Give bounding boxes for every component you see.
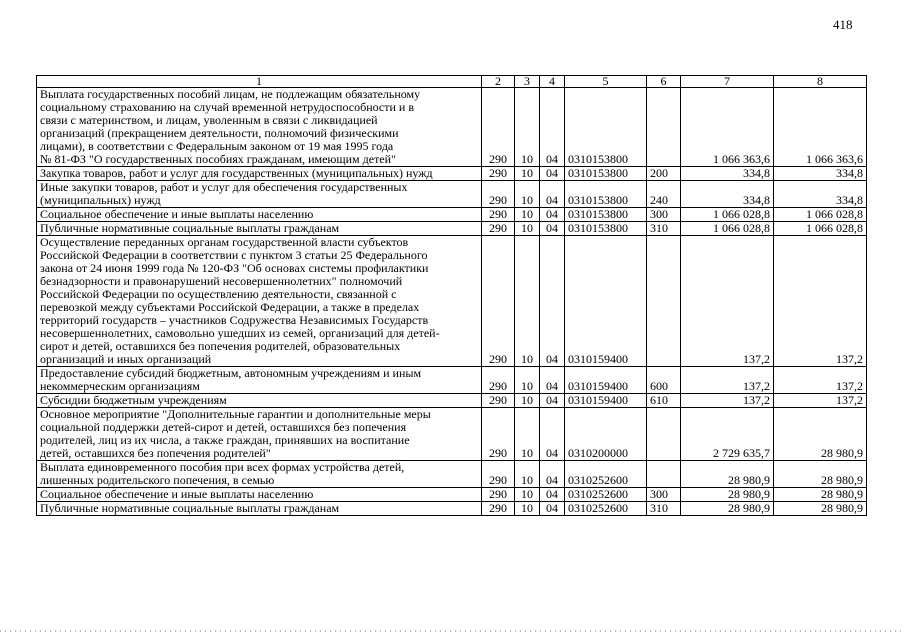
row-name-cell	[37, 236, 482, 367]
row-name-line: Предоставление субсидий бюджетным, автономным учреждениям и иным	[40, 366, 422, 380]
cell-c4: 04	[540, 181, 565, 208]
cell-c3: 10	[515, 367, 540, 394]
row-name-cell	[37, 167, 482, 181]
cell-c2: 290	[482, 461, 515, 488]
cell-c4: 04	[540, 208, 565, 222]
row-name-line: несовершеннолетних, самовольно ушедших из семей, организаций для детей-	[40, 326, 440, 340]
table-row	[37, 208, 867, 222]
cell-c2: 290	[482, 236, 515, 367]
cell-c7: 1 066 028,8	[681, 208, 774, 222]
cell-c8: 137,2	[774, 394, 867, 408]
cell-c4: 04	[540, 167, 565, 181]
cell-c5: 0310200000	[565, 408, 647, 461]
row-name-line: Осуществление переданных органам государственной власти субъектов	[40, 235, 409, 249]
cell-c4: 04	[540, 367, 565, 394]
cell-c8: 28 980,9	[774, 488, 867, 502]
cell-c2: 290	[482, 208, 515, 222]
table-row	[37, 488, 867, 502]
cell-c3: 10	[515, 236, 540, 367]
cell-c6: 300	[647, 208, 681, 222]
header-cell: 1	[37, 76, 482, 88]
table-header-row	[37, 76, 867, 88]
row-name-line: Основное мероприятие "Дополнительные гарантии и дополнительные меры	[40, 407, 431, 421]
table-row	[37, 88, 867, 167]
row-name-line: Выплата единовременного пособия при всех формах устройства детей,	[40, 460, 405, 474]
cell-c5: 0310159400	[565, 394, 647, 408]
row-name-cell	[37, 222, 482, 236]
row-name-line: Выплата государственных пособий лицам, не подлежащим обязательному	[40, 87, 421, 101]
header-cell: 7	[681, 76, 774, 88]
row-name-line: Иные закупки товаров, работ и услуг для обеспечения государственных	[40, 180, 408, 194]
budget-table	[36, 75, 867, 516]
cell-c8: 137,2	[774, 236, 867, 367]
cell-c7: 28 980,9	[681, 488, 774, 502]
cell-c3: 10	[515, 208, 540, 222]
cell-c4: 04	[540, 488, 565, 502]
cell-c2: 290	[482, 167, 515, 181]
row-name-line: № 81-ФЗ "О государственных пособиях гражданам, имеющим детей"	[40, 152, 396, 166]
row-name-line: Российской Федерации по осуществлению деятельности, связанной с	[40, 287, 397, 301]
cell-c8: 28 980,9	[774, 461, 867, 488]
cell-c2: 290	[482, 88, 515, 167]
cell-c3: 10	[515, 502, 540, 516]
cell-c2: 290	[482, 394, 515, 408]
row-name-cell	[37, 461, 482, 488]
row-name-line: Российской Федерации в соответствии с пунктом 3 статьи 25 Федерального	[40, 248, 428, 262]
cell-c6: 610	[647, 394, 681, 408]
scan-edge-dots	[0, 630, 905, 632]
cell-c8: 334,8	[774, 181, 867, 208]
row-name-cell	[37, 502, 482, 516]
cell-c4: 04	[540, 236, 565, 367]
cell-c8: 28 980,9	[774, 502, 867, 516]
cell-c8: 1 066 028,8	[774, 208, 867, 222]
row-name-line: детей, оставшихся без попечения родителей"	[40, 446, 271, 460]
cell-c4: 04	[540, 408, 565, 461]
row-name-line: связи с материнством, и лицам, уволенным в связи с ликвидацией	[40, 113, 378, 127]
cell-c4: 04	[540, 502, 565, 516]
cell-c5: 0310153800	[565, 88, 647, 167]
header-cell: 3	[515, 76, 540, 88]
cell-c6: 300	[647, 488, 681, 502]
table-row	[37, 167, 867, 181]
row-name-line: перевозкой между субъектами Российской Федерации, а также в пределах	[40, 300, 420, 314]
table-row	[37, 394, 867, 408]
row-name-line: Закупка товаров, работ и услуг для государственных (муниципальных) нужд	[40, 166, 433, 180]
row-name-line: (муниципальных) нужд	[40, 193, 161, 207]
cell-c6: 240	[647, 181, 681, 208]
table-body	[37, 76, 867, 516]
row-name-cell	[37, 367, 482, 394]
row-name-cell	[37, 488, 482, 502]
cell-c3: 10	[515, 394, 540, 408]
cell-c5: 0310252600	[565, 461, 647, 488]
row-name-line: организаций и иных организаций	[40, 352, 212, 366]
cell-c7: 1 066 028,8	[681, 222, 774, 236]
table-row	[37, 367, 867, 394]
cell-c8: 334,8	[774, 167, 867, 181]
cell-c6	[647, 461, 681, 488]
cell-c8: 1 066 363,6	[774, 88, 867, 167]
cell-c4: 04	[540, 394, 565, 408]
header-cell: 6	[647, 76, 681, 88]
cell-c3: 10	[515, 167, 540, 181]
cell-c6	[647, 88, 681, 167]
header-cell: 8	[774, 76, 867, 88]
cell-c7: 2 729 635,7	[681, 408, 774, 461]
row-name-line: сирот и детей, оставшихся без попечения родителей, образовательных	[40, 339, 401, 353]
cell-c3: 10	[515, 88, 540, 167]
cell-c6: 200	[647, 167, 681, 181]
header-cell: 4	[540, 76, 565, 88]
table-row	[37, 408, 867, 461]
cell-c3: 10	[515, 488, 540, 502]
row-name-line: Социальное обеспечение и иные выплаты населению	[40, 207, 314, 221]
cell-c5: 0310159400	[565, 236, 647, 367]
cell-c2: 290	[482, 488, 515, 502]
cell-c7: 334,8	[681, 167, 774, 181]
cell-c4: 04	[540, 88, 565, 167]
cell-c7: 1 066 363,6	[681, 88, 774, 167]
row-name-line: организаций (прекращением деятельности, полномочий физическими	[40, 126, 399, 140]
cell-c6: 310	[647, 502, 681, 516]
row-name-line: Публичные нормативные социальные выплаты гражданам	[40, 221, 340, 235]
page-number: 418	[833, 17, 853, 32]
row-name-line: безнадзорности и правонарушений несовершеннолетних" полномочий	[40, 274, 403, 288]
header-cell: 2	[482, 76, 515, 88]
cell-c8: 1 066 028,8	[774, 222, 867, 236]
cell-c5: 0310252600	[565, 488, 647, 502]
cell-c3: 10	[515, 408, 540, 461]
cell-c4: 04	[540, 461, 565, 488]
cell-c3: 10	[515, 222, 540, 236]
cell-c8: 137,2	[774, 367, 867, 394]
cell-c3: 10	[515, 461, 540, 488]
cell-c5: 0310159400	[565, 367, 647, 394]
row-name-line: некоммерческим организациям	[40, 379, 200, 393]
cell-c7: 28 980,9	[681, 502, 774, 516]
cell-c2: 290	[482, 502, 515, 516]
cell-c5: 0310252600	[565, 502, 647, 516]
table-row	[37, 181, 867, 208]
row-name-line: Публичные нормативные социальные выплаты гражданам	[40, 501, 340, 515]
table-row	[37, 502, 867, 516]
row-name-line: территорий государств – участников Содружества Независимых Государств	[40, 313, 429, 327]
row-name-cell	[37, 394, 482, 408]
cell-c3: 10	[515, 181, 540, 208]
cell-c6: 600	[647, 367, 681, 394]
header-cell: 5	[565, 76, 647, 88]
cell-c2: 290	[482, 367, 515, 394]
row-name-cell	[37, 208, 482, 222]
row-name-line: Субсидии бюджетным учреждениям	[40, 393, 227, 407]
table-row	[37, 461, 867, 488]
row-name-line: родителей, лиц из их числа, а также граждан, принявших на воспитание	[40, 433, 410, 447]
cell-c7: 28 980,9	[681, 461, 774, 488]
cell-c6: 310	[647, 222, 681, 236]
row-name-line: закона от 24 июня 1999 года № 120-ФЗ "Об основах системы профилактики	[40, 261, 429, 275]
cell-c5: 0310153800	[565, 222, 647, 236]
cell-c2: 290	[482, 408, 515, 461]
cell-c2: 290	[482, 181, 515, 208]
row-name-cell	[37, 408, 482, 461]
cell-c6	[647, 408, 681, 461]
cell-c2: 290	[482, 222, 515, 236]
cell-c5: 0310153800	[565, 208, 647, 222]
cell-c4: 04	[540, 222, 565, 236]
table-row	[37, 222, 867, 236]
table-row	[37, 236, 867, 367]
cell-c7: 334,8	[681, 181, 774, 208]
row-name-line: социальному страхованию на случай временной нетрудоспособности и в	[40, 100, 415, 114]
cell-c8: 28 980,9	[774, 408, 867, 461]
row-name-cell	[37, 88, 482, 167]
cell-c7: 137,2	[681, 394, 774, 408]
cell-c7: 137,2	[681, 367, 774, 394]
row-name-line: Социальное обеспечение и иные выплаты населению	[40, 487, 314, 501]
row-name-line: социальной поддержки детей-сирот и детей, оставшихся без попечения	[40, 420, 407, 434]
cell-c5: 0310153800	[565, 181, 647, 208]
cell-c7: 137,2	[681, 236, 774, 367]
row-name-line: лишенных родительского попечения, в семью	[40, 473, 275, 487]
cell-c5: 0310153800	[565, 167, 647, 181]
cell-c6	[647, 236, 681, 367]
row-name-line: лицами), в соответствии с Федеральным законом от 19 мая 1995 года	[40, 139, 394, 153]
row-name-cell	[37, 181, 482, 208]
